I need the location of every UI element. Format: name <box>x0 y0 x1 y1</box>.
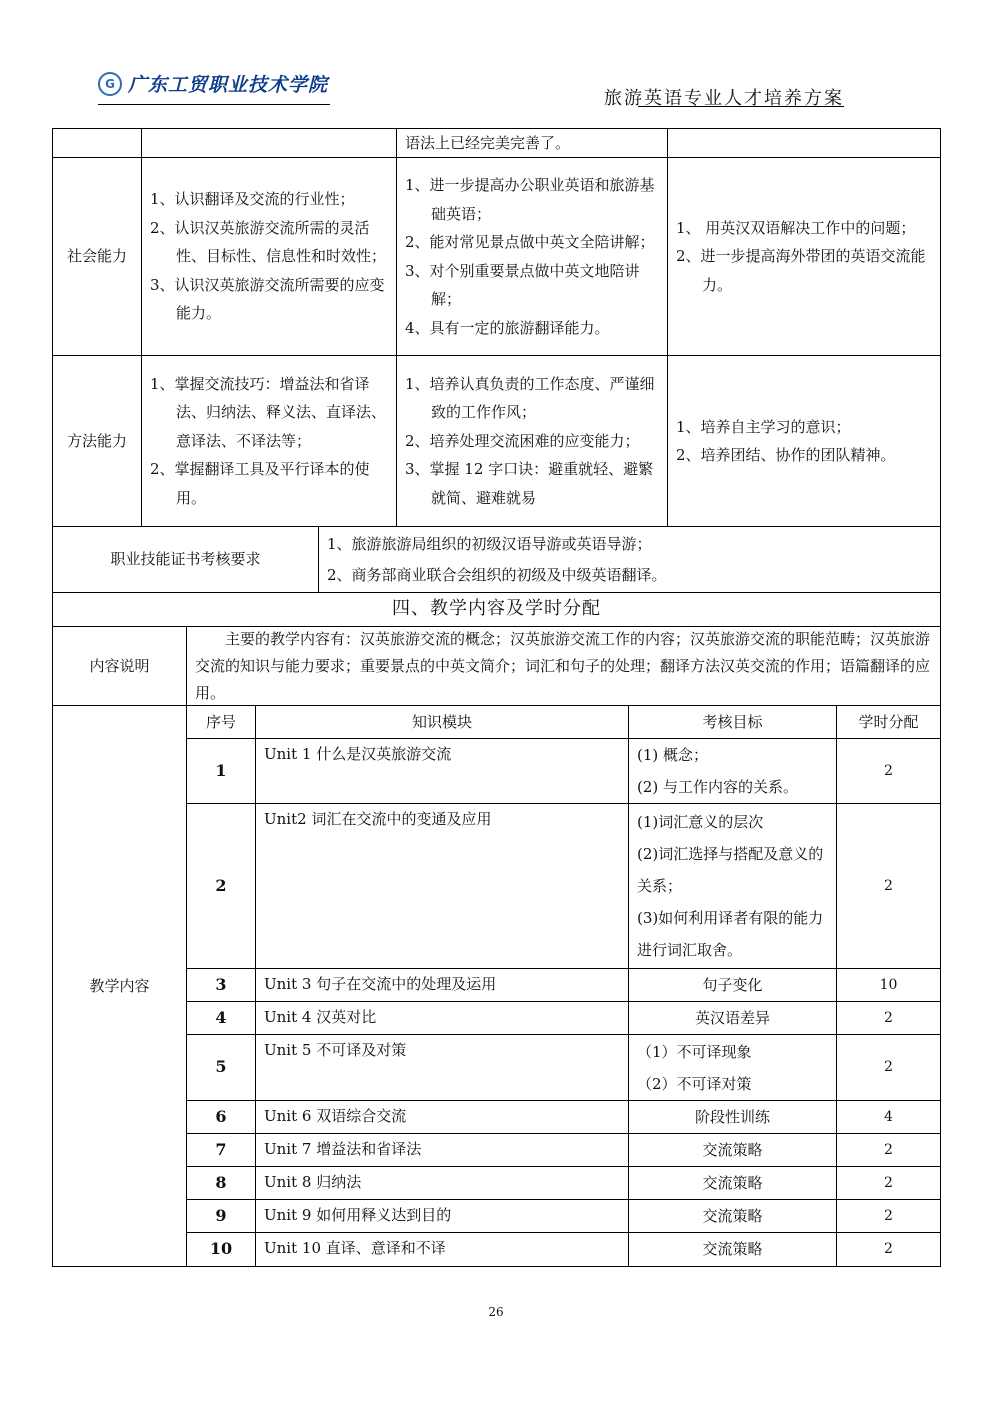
list-item: 1、培养认真负责的工作态度、严谨细致的工作作风； <box>405 374 655 422</box>
row-no: 1 <box>186 738 256 804</box>
page-header <box>98 70 844 110</box>
list-item: 1、旅游旅游局组织的初级汉语导游或英语导游； <box>327 534 652 553</box>
col-header-module: 知识模块 <box>255 705 629 739</box>
row-hours: 2 <box>836 1166 941 1200</box>
row-hours: 2 <box>836 1001 941 1035</box>
row-module: Unit2 词汇在交流中的变通及应用 <box>255 803 629 969</box>
row-module: Unit 10 直译、意译和不译 <box>255 1232 629 1267</box>
certificate-requirements <box>318 526 941 593</box>
row-target: 交流策略 <box>628 1166 837 1200</box>
teaching-content-label: 教学内容 <box>52 705 187 1267</box>
list-item: 4、具有一定的旅游翻译能力。 <box>405 318 610 337</box>
list-item: 2、认识汉英旅游交流所需的灵活性、目标性、信息性和时效性； <box>150 218 387 266</box>
page-number: 26 <box>488 1305 504 1319</box>
method-ability-col2 <box>396 355 668 527</box>
row-no: 9 <box>186 1199 256 1233</box>
list-item: 1、 用英汉双语解决工作中的问题； <box>676 218 916 237</box>
method-ability-label: 方法能力 <box>52 355 142 527</box>
list-item: 3、认识汉英旅游交流所需要的应变能力。 <box>150 275 385 323</box>
row-hours: 2 <box>836 1232 941 1267</box>
social-ability-col2 <box>396 157 668 356</box>
list-item: 2、培养处理交流困难的应变能力； <box>405 431 640 450</box>
row-hours: 2 <box>836 1199 941 1233</box>
row-module: Unit 3 句子在交流中的处理及运用 <box>255 968 629 1002</box>
top-row-col2 <box>396 128 668 158</box>
row-no: 3 <box>186 968 256 1002</box>
target-item: (1) 概念； <box>637 746 709 764</box>
school-name: 广东工贸职业技术学院 <box>128 74 329 96</box>
row-target: 阶段性训练 <box>628 1100 837 1134</box>
top-row-label-cell <box>52 128 142 158</box>
section-title: 四、教学内容及学时分配 <box>52 592 941 627</box>
row-module: Unit 1 什么是汉英旅游交流 <box>255 738 629 804</box>
list-item: 1、培养自主学习的意识； <box>676 417 851 436</box>
row-no: 2 <box>186 803 256 969</box>
top-row-col1 <box>141 128 397 158</box>
row-module: Unit 6 双语综合交流 <box>255 1100 629 1134</box>
list-item: 3、掌握 12 字口诀：避重就轻、避繁就简、避难就易 <box>405 460 654 507</box>
row-no: 7 <box>186 1133 256 1167</box>
certificate-label: 职业技能证书考核要求 <box>52 526 319 593</box>
header-rule-right <box>638 106 844 107</box>
list-item: 1、掌握交流技巧：增益法和省译法、归纳法、释义法、直译法、意译法、不译法等； <box>150 374 387 450</box>
content-desc-text: 主要的教学内容有：汉英旅游交流的概念；汉英旅游交流工作的内容；汉英旅游交流的职能范畴；汉英旅游交流的知识与能力要求；重要景点的中英文简介；词汇和句子的处理；翻译方法汉英交流的作用；语篇翻译的应用。 <box>186 626 941 706</box>
content-desc-label: 内容说明 <box>52 626 187 706</box>
list-item: 2、掌握翻译工具及平行译本的使用。 <box>150 460 370 507</box>
target-item: (3)如何利用译者有限的能力进行词汇取舍。 <box>637 909 824 959</box>
row-module: Unit 7 增益法和省译法 <box>255 1133 629 1167</box>
social-ability-label: 社会能力 <box>52 157 142 356</box>
logo-emblem-icon: G <box>98 72 122 96</box>
row-module: Unit 9 如何用释义达到目的 <box>255 1199 629 1233</box>
list-item: 2、商务部商业联合会组织的初级及中级英语翻译。 <box>327 565 667 584</box>
list-item: 3、对个别重要景点做中英文地陪讲解； <box>405 261 640 308</box>
document-title: 旅游英语专业人才培养方案 <box>604 88 844 109</box>
col-header-hours: 学时分配 <box>836 705 941 739</box>
row-hours: 2 <box>836 803 941 969</box>
method-ability-col3 <box>667 355 941 527</box>
target-item: (1)词汇意义的层次 <box>637 813 764 831</box>
col-header-no: 序号 <box>186 705 256 739</box>
row-no: 5 <box>186 1034 256 1101</box>
list-item: 2、能对常见景点做中英文全陪讲解； <box>405 233 655 251</box>
row-module: Unit 8 归纳法 <box>255 1166 629 1200</box>
row-target: 交流策略 <box>628 1133 837 1167</box>
list-item: 1、认识翻译及交流的行业性； <box>150 190 355 209</box>
row-hours: 4 <box>836 1100 941 1134</box>
curriculum-table <box>52 128 941 1267</box>
target-item: (2)词汇选择与搭配及意义的关系； <box>637 845 824 895</box>
row-module: Unit 5 不可译及对策 <box>255 1034 629 1101</box>
row-target <box>628 738 837 804</box>
row-no: 8 <box>186 1166 256 1200</box>
row-target: 交流策略 <box>628 1232 837 1267</box>
row-target <box>628 1034 837 1101</box>
row-no: 6 <box>186 1100 256 1134</box>
row-hours: 2 <box>836 738 941 804</box>
social-ability-col1 <box>141 157 397 356</box>
row-module: Unit 4 汉英对比 <box>255 1001 629 1035</box>
row-target: 英汉语差异 <box>628 1001 837 1035</box>
header-rule-left <box>98 104 330 105</box>
row-hours: 2 <box>836 1034 941 1101</box>
list-item: 2、进一步提高海外带团的英语交流能力。 <box>676 247 926 294</box>
row-target <box>628 803 837 969</box>
row-target: 句子变化 <box>628 968 837 1002</box>
row-hours: 10 <box>836 968 941 1002</box>
target-item: （1）不可译现象 <box>637 1042 752 1061</box>
row-hours: 2 <box>836 1133 941 1167</box>
row-target: 交流策略 <box>628 1199 837 1233</box>
method-ability-col1 <box>141 355 397 527</box>
col-header-target: 考核目标 <box>628 705 837 739</box>
target-item: (2) 与工作内容的关系。 <box>637 778 799 796</box>
target-item: （2）不可译对策 <box>637 1074 752 1093</box>
school-logo <box>98 70 328 97</box>
row-no: 4 <box>186 1001 256 1035</box>
row-no: 10 <box>186 1232 256 1267</box>
social-ability-col3 <box>667 157 941 356</box>
top-row-text: 语法上已经完美完善了。 <box>405 133 571 152</box>
list-item: 2、培养团结、协作的团队精神。 <box>676 446 896 464</box>
list-item: 1、进一步提高办公职业英语和旅游基础英语； <box>405 176 655 223</box>
top-row-col3 <box>667 128 941 158</box>
